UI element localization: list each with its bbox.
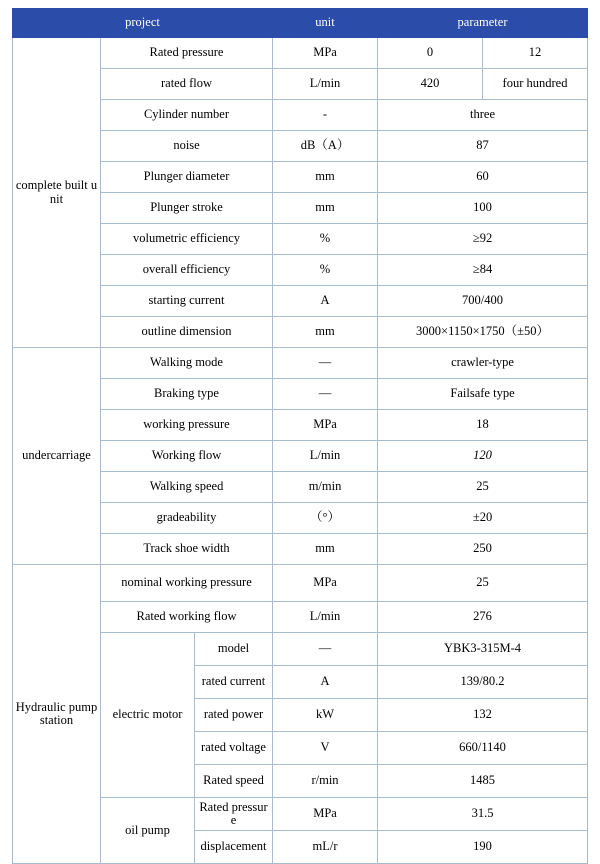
row-unit: L/min (273, 441, 378, 472)
row-item: Rated working flow (101, 602, 273, 633)
row-param: 60 (378, 162, 588, 193)
row-param: 1485 (378, 765, 588, 798)
row-param: 132 (378, 699, 588, 732)
row-item: noise (101, 131, 273, 162)
row-unit: — (273, 633, 378, 666)
row-unit: MPa (273, 410, 378, 441)
row-item: working pressure (101, 410, 273, 441)
row-param: 120 (378, 441, 588, 472)
spec-table-container (12, 8, 587, 864)
row-param: 139/80.2 (378, 666, 588, 699)
row-unit: A (273, 666, 378, 699)
row-unit: L/min (273, 602, 378, 633)
row-item: model (195, 633, 273, 666)
row-unit: — (273, 379, 378, 410)
row-param-a: 420 (378, 69, 483, 100)
row-unit: r/min (273, 765, 378, 798)
row-item: rated voltage (195, 732, 273, 765)
row-item: displacement (195, 831, 273, 864)
row-param: 190 (378, 831, 588, 864)
group-label-undercarriage: undercarriage (13, 348, 101, 565)
row-item: overall efficiency (101, 255, 273, 286)
table-header-row (13, 9, 588, 38)
row-unit: m/min (273, 472, 378, 503)
row-item: nominal working pressure (101, 565, 273, 602)
row-param: 25 (378, 472, 588, 503)
row-unit: % (273, 224, 378, 255)
row-item: Braking type (101, 379, 273, 410)
row-param: 100 (378, 193, 588, 224)
row-item: Cylinder number (101, 100, 273, 131)
row-unit: mL/r (273, 831, 378, 864)
row-item: Track shoe width (101, 534, 273, 565)
row-param: 276 (378, 602, 588, 633)
subgroup-label-oil-pump: oil pump (101, 798, 195, 864)
row-unit: kW (273, 699, 378, 732)
row-unit: mm (273, 317, 378, 348)
specification-table (12, 8, 588, 864)
row-param: 3000×1150×1750（±50） (378, 317, 588, 348)
row-unit: A (273, 286, 378, 317)
table-row (13, 565, 588, 602)
row-item: gradeability (101, 503, 273, 534)
row-param: 660/1140 (378, 732, 588, 765)
row-item: volumetric efficiency (101, 224, 273, 255)
row-item: Rated speed (195, 765, 273, 798)
row-unit: MPa (273, 565, 378, 602)
row-item: Walking speed (101, 472, 273, 503)
row-param: 700/400 (378, 286, 588, 317)
row-param: ≥92 (378, 224, 588, 255)
row-item: Plunger stroke (101, 193, 273, 224)
row-unit: - (273, 100, 378, 131)
header-unit: unit (273, 9, 378, 38)
row-param: 250 (378, 534, 588, 565)
row-param: ±20 (378, 503, 588, 534)
row-param: Failsafe type (378, 379, 588, 410)
row-param: ≥84 (378, 255, 588, 286)
row-param-b: four hundred (483, 69, 588, 100)
row-item: rated current (195, 666, 273, 699)
row-item: Working flow (101, 441, 273, 472)
row-item: rated power (195, 699, 273, 732)
group-label-hydraulic-pump-station: Hydraulic pump station (13, 565, 101, 864)
row-unit: MPa (273, 38, 378, 69)
row-unit: mm (273, 534, 378, 565)
row-item: Rated pressure (195, 798, 273, 831)
row-unit: V (273, 732, 378, 765)
row-param: 25 (378, 565, 588, 602)
row-unit: mm (273, 162, 378, 193)
group-label-complete-built-unit: complete built unit (13, 38, 101, 348)
row-param-a: 0 (378, 38, 483, 69)
row-unit: MPa (273, 798, 378, 831)
row-unit: （°） (273, 503, 378, 534)
row-unit: L/min (273, 69, 378, 100)
row-item: Walking mode (101, 348, 273, 379)
row-item: Plunger diameter (101, 162, 273, 193)
row-param: three (378, 100, 588, 131)
row-param: 87 (378, 131, 588, 162)
row-item: starting current (101, 286, 273, 317)
row-param: 18 (378, 410, 588, 441)
row-param: crawler-type (378, 348, 588, 379)
row-unit: mm (273, 193, 378, 224)
row-unit: % (273, 255, 378, 286)
row-param-b: 12 (483, 38, 588, 69)
header-project: project (13, 9, 273, 38)
subgroup-label-electric-motor: electric motor (101, 633, 195, 798)
row-item: outline dimension (101, 317, 273, 348)
table-row (13, 38, 588, 69)
row-unit: — (273, 348, 378, 379)
header-parameter: parameter (378, 9, 588, 38)
row-param: 31.5 (378, 798, 588, 831)
row-item: Rated pressure (101, 38, 273, 69)
row-unit: dB（A） (273, 131, 378, 162)
table-row (13, 348, 588, 379)
row-param: YBK3-315M-4 (378, 633, 588, 666)
row-item: rated flow (101, 69, 273, 100)
